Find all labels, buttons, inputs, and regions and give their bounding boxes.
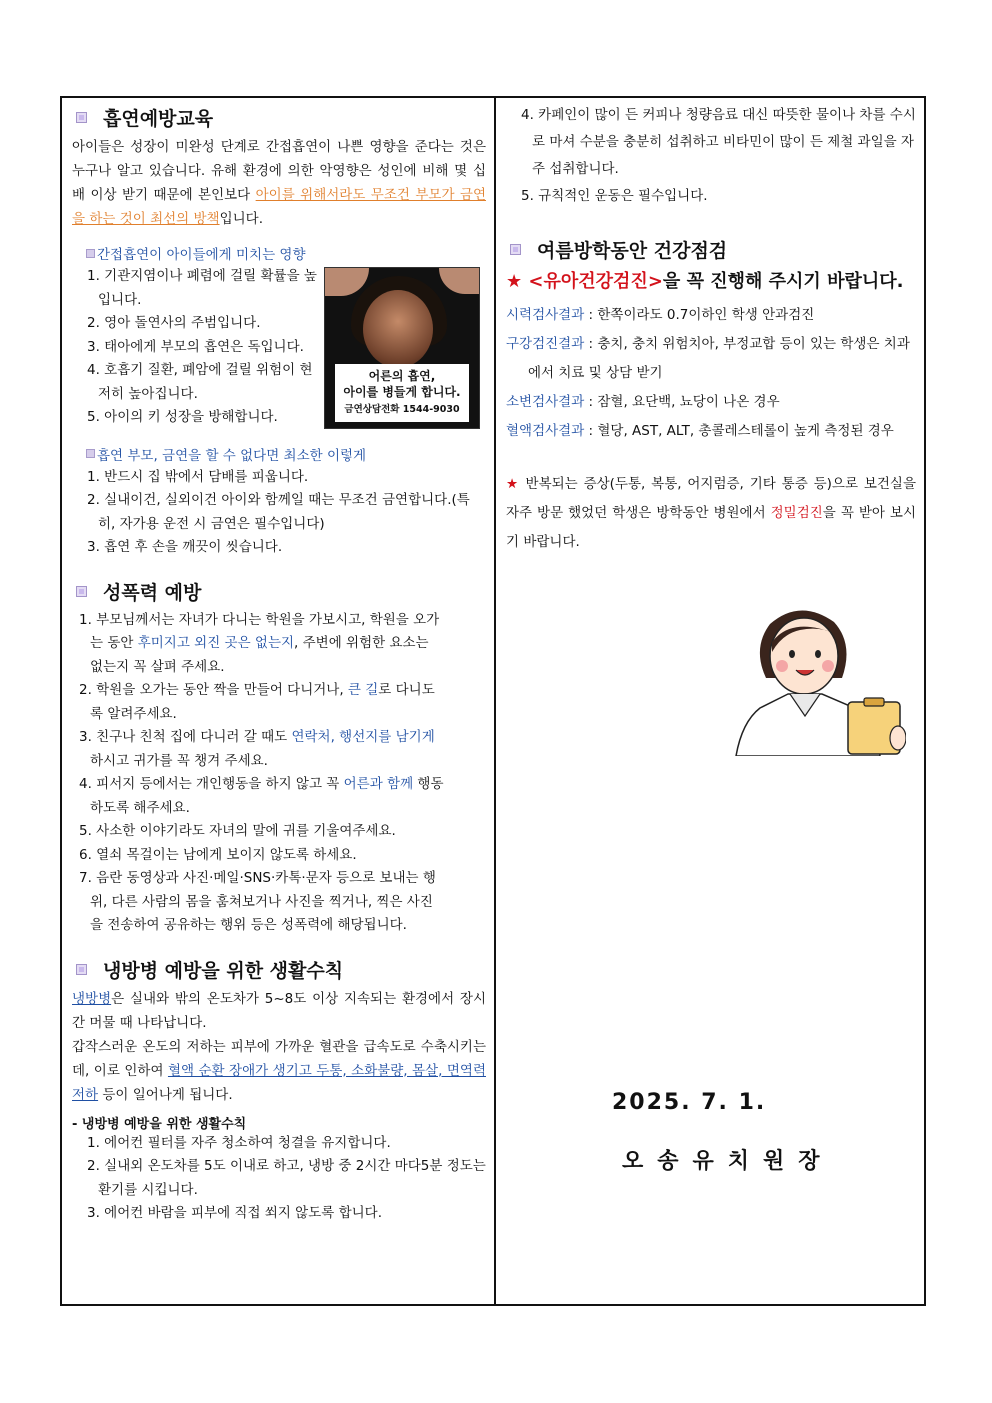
health-title: 여름방학동안 건강점검 — [537, 240, 728, 262]
smoking-intro-highlight: 아이를 위해서라도 무조건 부모가 금연을 하는 것이 최선의 방책 — [72, 187, 486, 227]
check-label: 소변검사결과 — [506, 394, 585, 410]
item-highlight: 어른과 함께 — [343, 776, 414, 792]
list-item: 3. 태아에게 부모의 흡연은 독입니다. — [87, 338, 304, 355]
check-row-dental — [506, 330, 916, 388]
check-text: : 혈당, AST, ALT, 총콜레스테롤이 높게 측정된 경우 — [584, 423, 894, 439]
star-icon: ★ — [506, 271, 523, 292]
cooling-title: 냉방병 예방을 위한 생활수칙 — [103, 959, 344, 982]
list-item: 5. 아이의 키 성장을 방해합니다. — [87, 409, 278, 425]
item-text: 3. 친구나 친척 집에 다니러 갈 때도 — [79, 729, 292, 745]
effects-list — [72, 265, 318, 430]
tips-list — [72, 466, 486, 560]
list-item: 5. 사소한 이야기라도 자녀의 말에 귀를 기울여주세요. — [79, 823, 396, 839]
checkup-notice — [506, 267, 916, 297]
smoking-intro — [72, 135, 486, 231]
list-item: 3. 에어컨 바람을 피부에 직접 쐬지 않도록 합니다. — [87, 1205, 382, 1221]
effects-subheading — [86, 243, 486, 263]
signature: 오송유치원장 — [622, 1149, 834, 1174]
list-item: 4. 카페인이 많이 든 커피나 청량음료 대신 따뜻한 물이나 차를 수시로 마셔 수분을 충분히 섭취하고 비타민이 많이 든 제철 과일을 자주 섭취합니다. — [521, 107, 916, 177]
checkup-notice-text: 을 꼭 진행해 주시기 바랍니다. — [662, 271, 904, 292]
square-bullet-icon — [76, 964, 87, 975]
check-text: : 한쪽이라도 0.7이하인 학생 안과검진 — [584, 307, 815, 323]
tips-title: 흡연 부모, 금연을 할 수 없다면 최소한 이렇게 — [97, 447, 367, 464]
effects-block — [72, 265, 486, 430]
list-item — [72, 726, 444, 773]
item-text: 2. 학원을 오가는 동안 짝을 만들어 다니거나, — [79, 682, 348, 698]
list-item — [72, 609, 444, 680]
effects-title: 간접흡연이 아이들에게 미치는 영향 — [97, 247, 306, 263]
item-highlight: 후미지고 외진 곳은 없는지 — [137, 635, 295, 651]
square-bullet-icon — [510, 244, 521, 255]
check-row-urine — [506, 388, 916, 417]
cooling-para-1-text: 은 실내와 밖의 온도차가 5~8도 이상 지속되는 환경에서 장시간 머물 때 나타납니다. — [72, 990, 486, 1031]
tips-subheading — [86, 444, 486, 464]
cooling-symptoms: 혈액 순환 장애가 생기고 두통, 소화불량, 몸살, 면역력 저하 — [72, 1062, 486, 1103]
cooling-para-1 — [72, 987, 486, 1035]
check-row-vision — [506, 301, 916, 330]
check-row-blood — [506, 417, 916, 446]
list-item: 6. 열쇠 목걸이는 남에게 보이지 않도록 하세요. — [79, 846, 357, 863]
list-item: 3. 흡연 후 손을 깨끗이 씻습니다. — [87, 539, 283, 555]
hotline-text: 금연상담전화 1544-9030 — [344, 404, 460, 415]
item-text: 로 다니도록 알려주세요. — [90, 682, 435, 722]
small-square-icon — [86, 249, 95, 258]
check-label: 혈액검사결과 — [506, 423, 585, 439]
item-highlight: 큰 길 — [347, 682, 379, 698]
issue-date: 2025. 7. 1. — [612, 1090, 767, 1115]
check-text: : 잠혈, 요단백, 뇨당이 나온 경우 — [584, 394, 780, 410]
item-highlight: 연락처, 행선지를 남기게 — [291, 729, 435, 745]
rules-title: - 냉방병 예방을 위한 생활수칙 — [72, 1116, 247, 1132]
checkup-name: <유아건강검진> — [528, 271, 663, 292]
list-item: 5. 규칙적인 운동은 필수입니다. — [521, 188, 708, 204]
smoking-intro-end: 입니다. — [219, 211, 263, 227]
advice-end: 을 꼭 받아 보시기 바랍니다. — [506, 505, 916, 550]
cooling-heading — [76, 956, 486, 983]
caption-line-1: 어른의 흡연, — [368, 369, 436, 383]
advice-text: 반복되는 증상(두통, 복통, 어지럼증, 기타 통증 등)으로 보건실을 자주 방문 했었던 학생은 방학동안 병원에서 — [506, 476, 917, 521]
cooling-para-2-end: 등이 일어나게 됩니다. — [98, 1086, 233, 1103]
list-item: 1. 에어컨 필터를 자주 청소하여 청결을 유지합니다. — [87, 1134, 391, 1151]
square-bullet-icon — [76, 112, 87, 123]
violence-title: 성폭력 예방 — [103, 581, 202, 604]
item-text: 4. 피서지 등에서는 개인행동을 하지 않고 꼭 — [79, 776, 344, 792]
image-caption — [335, 364, 469, 422]
nurse-illustration — [730, 604, 906, 756]
check-label: 구강검진결과 — [506, 336, 585, 352]
star-icon: ★ — [506, 476, 520, 492]
list-item: 4. 호흡기 질환, 폐암에 걸릴 위험이 현저히 높아집니다. — [87, 362, 313, 402]
rules-list — [72, 1132, 486, 1226]
list-item: 2. 실내외 온도차를 5도 이내로 하고, 냉방 중 2시간 마다5분 정도는 환기를 시킵니다. — [87, 1158, 486, 1198]
list-item: 7. 음란 동영상과 사진·메일·SNS·카톡·문자 등으로 보내는 행위, 다른 사람의 몸을 훔쳐보거나 사진을 찍거나, 찍은 사진을 전송하여 공유하는 행위 등은 성폭력에 해당됩니다. — [79, 870, 436, 933]
child-face — [363, 290, 433, 368]
cooling-para-2-text: 갑작스러운 온도의 저하는 피부에 가까운 혈관을 급속도로 수축시키는데, 이로 인하여 — [72, 1038, 486, 1079]
check-text: : 충치, 충치 위험치아, 부정교합 등이 있는 학생은 치과에서 치료 및 상담 받기 — [528, 336, 910, 381]
left-column — [62, 98, 496, 1304]
advice-para — [506, 470, 916, 557]
smoking-intro-text: 아이들은 성장이 미완성 단계로 간접흡연이 나쁜 영향을 준다는 것은 누구나 알고 있습니다. 유해 환경에 의한 악영향은 성인에 비해 몇 십 배 이상 받기 때문에 본인보다 — [72, 139, 486, 203]
check-label: 시력검사결과 — [506, 307, 585, 323]
anti-smoking-image — [324, 267, 480, 429]
smoking-heading — [76, 104, 486, 131]
caption-line-2: 아이를 병들게 합니다. — [343, 385, 461, 399]
list-item: 2. 영아 돌연사의 주범입니다. — [87, 315, 261, 331]
violence-heading — [76, 578, 486, 605]
cooling-term: 냉방병 — [72, 990, 112, 1007]
violence-list — [72, 609, 444, 938]
check-results — [506, 301, 916, 446]
advice-highlight: 정밀검진 — [770, 505, 823, 521]
health-heading — [510, 236, 916, 263]
list-item: 1. 기관지염이나 폐렴에 걸릴 확률을 높입니다. — [87, 268, 317, 308]
hand-cigarette-right — [439, 268, 479, 294]
rules-list-continued — [506, 102, 916, 210]
square-bullet-icon — [76, 586, 87, 597]
list-item — [72, 773, 444, 820]
cooling-para-2 — [72, 1035, 486, 1107]
item-text: 행동하도록 해주세요. — [90, 776, 444, 816]
small-square-icon — [86, 449, 95, 458]
smoking-title: 흡연예방교육 — [103, 108, 214, 130]
list-item — [72, 679, 444, 726]
list-item: 1. 반드시 집 밖에서 담배를 피웁니다. — [87, 468, 309, 485]
item-text: 하시고 귀가를 꼭 챙겨 주세요. — [90, 752, 268, 769]
item-text: , 주변에 위험한 요소는 없는지 꼭 살펴 주세요. — [90, 635, 429, 675]
list-item: 2. 실내이건, 실외이건 아이와 함께일 때는 무조건 금연합니다.(특히, 자가용 운전 시 금연은 필수입니다) — [87, 492, 470, 532]
item-text: 1. 부모님께서는 자녀가 다니는 학원을 가보시고, 학원을 오가는 동안 — [79, 611, 440, 651]
